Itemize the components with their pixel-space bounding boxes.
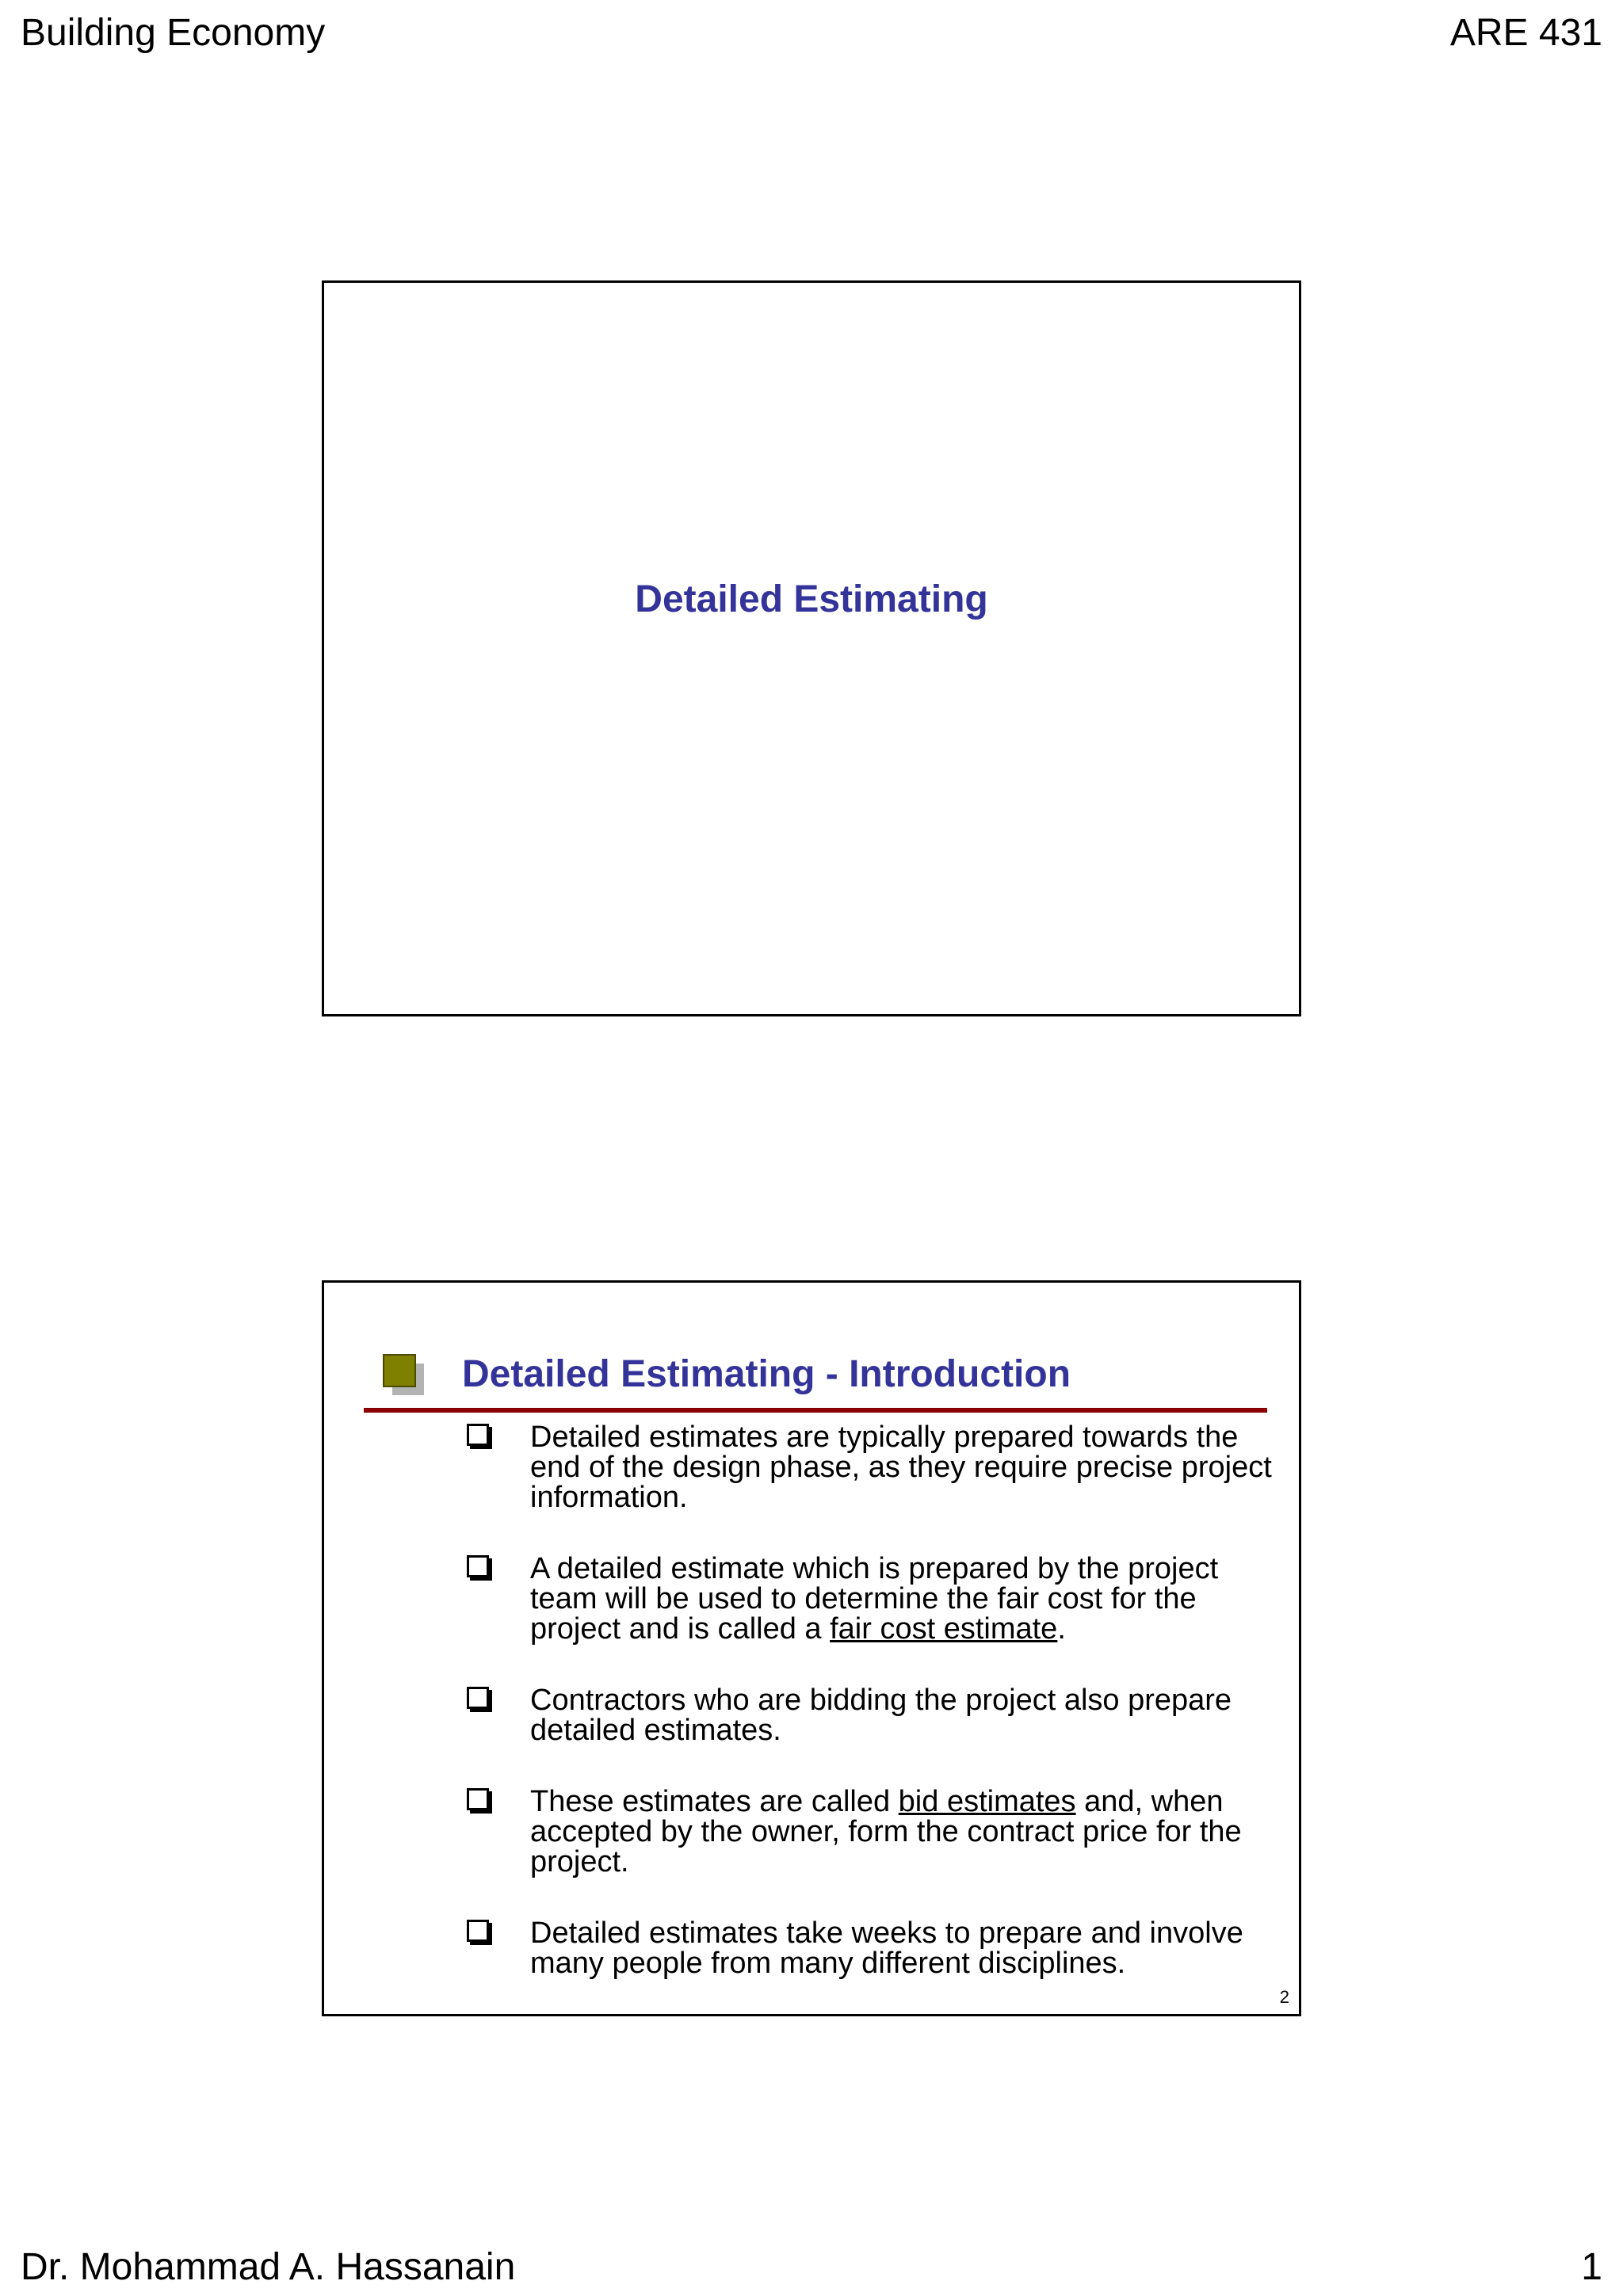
bullet-text: Contractors who are bidding the project also prepare detailed estimates. [530, 1684, 1232, 1747]
underlined-term: fair cost estimate [830, 1612, 1058, 1646]
checkbox-bullet-icon [467, 1424, 489, 1446]
slide-1 [322, 280, 1301, 1016]
bullet-text: Detailed estimates are typically prepared towards the end of the design phase, as they require precise project information. [530, 1421, 1272, 1514]
slide-number: 2 [1279, 1987, 1289, 2007]
title-underline-rule [364, 1408, 1267, 1413]
checkbox-bullet-icon [467, 1687, 489, 1709]
checkbox-bullet-icon [467, 1555, 489, 1577]
slide-2-header [364, 1354, 1267, 1425]
square-bullet-icon [383, 1354, 421, 1392]
bullet-text: Detailed estimates take weeks to prepare and involve many people from many different disciplines. [530, 1917, 1243, 1980]
bullet-text: A detailed estimate which is prepared by the project team will be used to determine the fair cost for the project and is called a [530, 1552, 1219, 1646]
bullet-list [467, 1422, 1275, 1978]
bullet-text: These estimates are called [530, 1785, 899, 1818]
footer-author: Dr. Mohammad A. Hassanain [21, 2246, 516, 2288]
header-course-code: ARE 431 [1449, 12, 1602, 54]
bullet-item [467, 1554, 1275, 1644]
slide-2-title: Detailed Estimating - Introduction [462, 1353, 1071, 1395]
bullet-item [467, 1787, 1275, 1877]
checkbox-bullet-icon [467, 1788, 489, 1810]
bullet-item [467, 1918, 1275, 1978]
slide-1-title: Detailed Estimating [635, 578, 988, 620]
slide-2 [322, 1280, 1301, 2016]
bullet-text-end: . [1057, 1612, 1066, 1646]
bullet-text-end: and, when accepted by the owner, form the contract price for the project. [530, 1785, 1242, 1878]
checkbox-bullet-icon [467, 1920, 489, 1942]
underlined-term: bid estimates [898, 1785, 1076, 1818]
footer-page-number: 1 [1581, 2246, 1602, 2288]
bullet-item [467, 1422, 1275, 1512]
header-course-name: Building Economy [21, 12, 326, 54]
bullet-item [467, 1685, 1275, 1745]
